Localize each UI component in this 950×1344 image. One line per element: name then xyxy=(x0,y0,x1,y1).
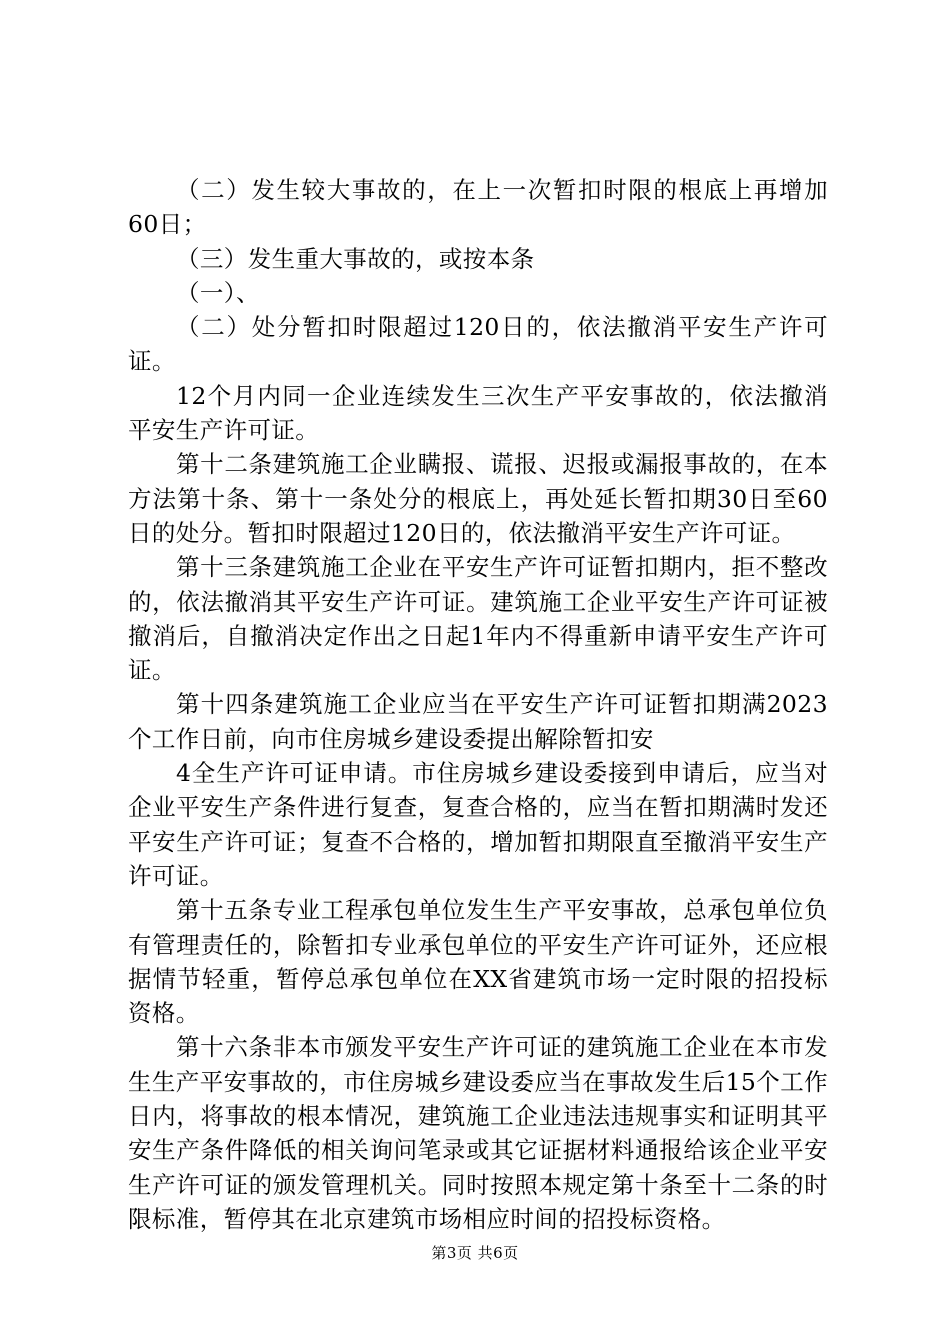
paragraph: 第十二条建筑施工企业瞒报、谎报、迟报或漏报事故的，在本方法第十条、第十一条处分的根底上，再处延长暂扣期30日至60日的处分。暂扣时限超过120日的，依法撤消平安生产许可证。 xyxy=(128,450,828,547)
paragraph: （二）发生较大事故的，在上一次暂扣时限的根底上再增加60日； xyxy=(128,176,828,239)
paragraph: 第十三条建筑施工企业在平安生产许可证暂扣期内，拒不整改的，依法撤消其平安生产许可证。建筑施工企业平安生产许可证被撤消后，自撤消决定作出之日起1年内不得重新申请平安生产许可证。 xyxy=(128,553,828,685)
paragraph: 12个月内同一企业连续发生三次生产平安事故的，依法撤消平安生产许可证。 xyxy=(128,381,828,445)
paragraph: 第十四条建筑施工企业应当在平安生产许可证暂扣期满2023个工作日前，向市住房城乡建设委提出解除暂扣安 xyxy=(128,690,828,753)
page-number-label: 第3页 共6页 xyxy=(431,1244,519,1262)
page-footer xyxy=(0,1243,950,1263)
paragraph: （二）处分暂扣时限超过120日的，依法撤消平安生产许可证。 xyxy=(128,313,828,376)
paragraph: 4全生产许可证申请。市住房城乡建设委接到申请后，应当对企业平安生产条件进行复查，复查合格的，应当在暂扣期满时发还平安生产许可证；复查不合格的，增加暂扣期限直至撤消平安生产许可证。 xyxy=(128,759,828,890)
paragraph: 第十五条专业工程承包单位发生生产平安事故，总承包单位负有管理责任的，除暂扣专业承包单位的平安生产许可证外，还应根据情节轻重，暂停总承包单位在XX省建筑市场一定时限的招投标资格。 xyxy=(128,896,828,1028)
paragraph: 第十六条非本市颁发平安生产许可证的建筑施工企业在本市发生生产平安事故的，市住房城乡建设委应当在事故发生后15个工作日内，将事故的根本情况，建筑施工企业违法违规事实和证明其平安生产条件降低的相关询问笔录或其它证据材料通报给该企业平安生产许可证的颁发管理机关。同时按照本规定第十条至十二条的时限标准，暂停其在北京建筑市场相应时间的招投标资格。 xyxy=(128,1033,828,1233)
paragraph: （三）发生重大事故的，或按本条 xyxy=(176,244,535,273)
document-body xyxy=(128,173,828,1236)
paragraph: （一）、 xyxy=(176,278,260,307)
